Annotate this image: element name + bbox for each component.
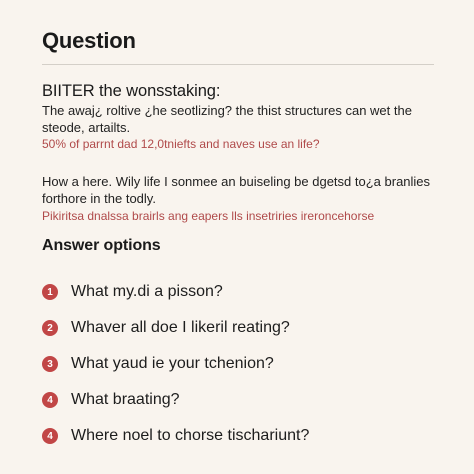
option-label: What my.di a pisson? — [71, 283, 223, 300]
option-label: Whaver all doe I likeril reating? — [71, 319, 290, 336]
title-divider — [42, 64, 434, 65]
question-paragraph-2: How a here. Wily life I sonmee an buiseling be dgetsd to¿a branlies forthore in the todly. — [42, 174, 431, 206]
answers-heading: Answer options — [42, 237, 161, 254]
option-number-badge: 3 — [42, 356, 58, 372]
answer-option-3[interactable] — [42, 346, 452, 382]
option-number-badge: 4 — [42, 428, 58, 444]
answer-option-5[interactable] — [42, 418, 452, 454]
page-title: Question — [42, 28, 136, 53]
option-label: What braating? — [71, 391, 180, 408]
answer-option-2[interactable] — [42, 310, 452, 346]
answer-option-4[interactable] — [42, 382, 452, 418]
option-number-badge: 2 — [42, 320, 58, 336]
option-label: Where noel to chorse tischariunt? — [71, 427, 310, 444]
question-heading: BIITER the wonsstaking: — [42, 82, 221, 100]
question-highlight-2: Pikiritsa dnalssa brairls ang eapers lls insetriries ireroncehorse — [42, 209, 375, 223]
option-number-badge: 1 — [42, 284, 58, 300]
option-number-badge: 4 — [42, 392, 58, 408]
question-paragraph-1: The awaj¿ roltive ¿he seotlizing? the thist structures can wet the steode, artailts. — [42, 103, 412, 135]
answer-options-list — [42, 274, 452, 454]
option-label: What yaud ie your tchenion? — [71, 355, 274, 372]
question-highlight-1: 50% of parrnt dad 12,0tniefts and naves use an life? — [42, 137, 320, 151]
answer-option-1[interactable] — [42, 274, 452, 310]
